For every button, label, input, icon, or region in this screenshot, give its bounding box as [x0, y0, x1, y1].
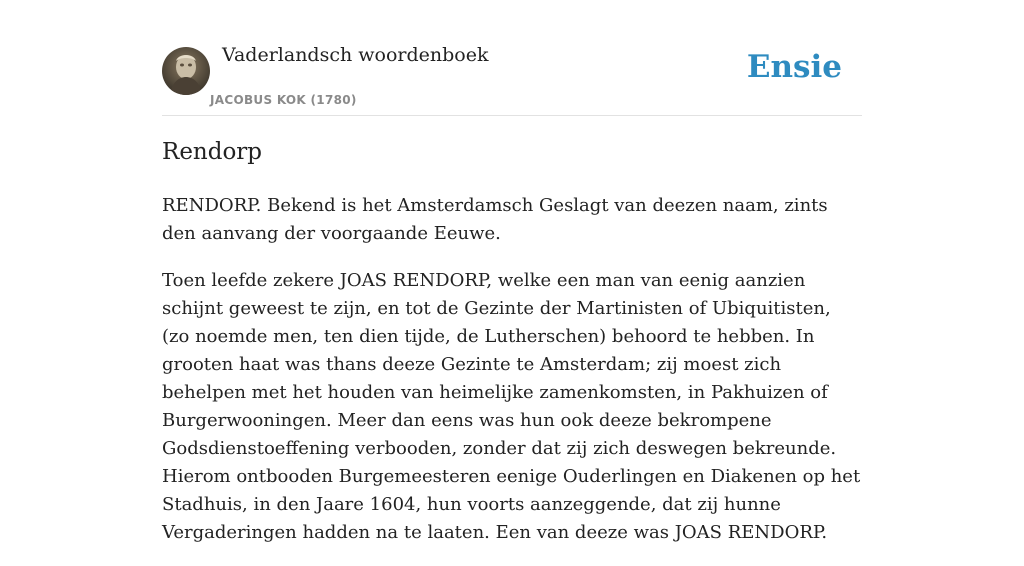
- entry-paragraph: Toen leefde zekere JOAS RENDORP, welke een man van eenig aanzien schijnt geweest te zijn, en tot de Gezinte der Martinisten of Ubiquitisten, (zo noemde men, ten dien tijde, de Lutherschen) behoord te hebben. In grooten haat was thans deeze Gezinte te Amsterdam; zij moest zich behelpen met het houden van heimelijke zamenkomsten, in Pakhuizen of Burgerwooningen. Meer dan eens was hun ook deeze bekrompene Godsdienstoeffening verbooden, zonder dat zij zich deswegen bekreunde. Hierom ontbooden Burgemeesteren eenige Ouderlingen en Diakenen op het Stadhuis, in den Jaare 1604, hun voorts aanzeggende, dat zij hunne Vergaderingen hadden na te laaten. Een van deeze was JOAS RENDORP.: [162, 270, 861, 543]
- entry-title: Rendorp: [162, 139, 263, 165]
- entry-body: [162, 192, 862, 566]
- author-portrait-icon[interactable]: [162, 47, 210, 95]
- entry-paragraph: RENDORP. Bekend is het Amsterdamsch Geslagt van deezen naam, zints den aanvang der voorgaande Eeuwe.: [162, 195, 828, 244]
- ensie-logo[interactable]: Ensie: [746, 49, 842, 85]
- header: [162, 0, 862, 116]
- page: [162, 0, 862, 543]
- book-author[interactable]: JACOBUS KOK (1780): [210, 93, 357, 107]
- book-title[interactable]: Vaderlandsch woordenboek: [222, 44, 489, 66]
